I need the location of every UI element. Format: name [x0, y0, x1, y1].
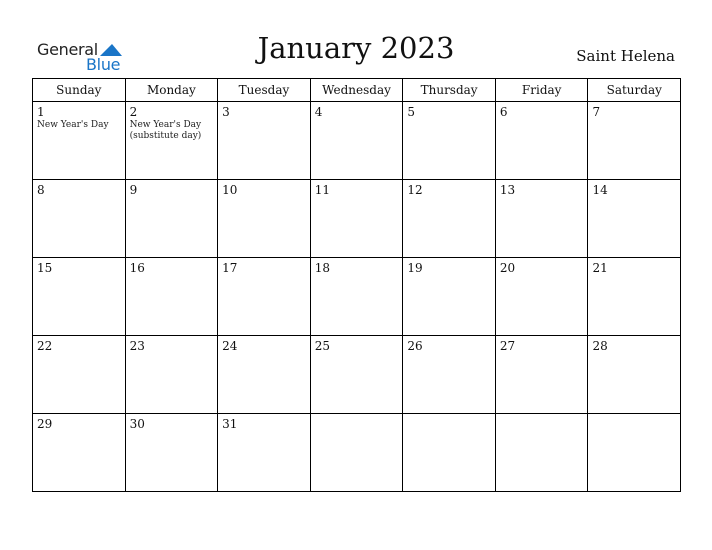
day-cell	[218, 258, 311, 336]
day-cell	[311, 258, 404, 336]
day-cell	[218, 414, 311, 492]
day-number: 12	[407, 183, 423, 197]
day-number: 10	[222, 183, 238, 197]
day-cell	[311, 102, 404, 180]
day-number: 7	[592, 105, 601, 119]
day-number: 27	[499, 339, 516, 353]
day-number: 19	[407, 261, 423, 275]
day-number: 1	[37, 105, 45, 119]
day-cell	[126, 258, 219, 336]
day-number: 8	[37, 183, 45, 197]
region-label: Saint Helena	[576, 47, 675, 65]
day-number: 21	[592, 261, 608, 275]
day-cell	[496, 258, 589, 336]
calendar-title: January 2023	[257, 31, 455, 65]
day-number: 23	[129, 339, 145, 353]
day-number: 20	[499, 261, 516, 275]
day-cell	[33, 336, 126, 414]
week-row	[33, 180, 681, 258]
day-cell	[33, 102, 126, 180]
day-cell	[588, 258, 681, 336]
week-row	[33, 258, 681, 336]
weekday-header: Friday	[496, 79, 589, 102]
weekday-header-row	[33, 79, 681, 102]
day-number: 9	[129, 183, 138, 197]
day-number: 3	[222, 105, 230, 119]
day-cell	[403, 180, 496, 258]
day-number: 24	[222, 339, 238, 353]
weekday-header: Wednesday	[311, 79, 404, 102]
week-row	[33, 336, 681, 414]
day-cell	[218, 336, 311, 414]
weekday-header: Saturday	[588, 79, 681, 102]
day-number: 31	[222, 417, 238, 431]
day-cell	[33, 258, 126, 336]
day-number: 28	[592, 339, 608, 353]
day-cell	[126, 102, 219, 180]
day-cell	[126, 414, 219, 492]
day-number: 25	[314, 339, 331, 353]
weekday-header: Sunday	[33, 79, 126, 102]
day-cell	[588, 102, 681, 180]
day-number: 29	[37, 417, 53, 431]
day-cell	[496, 180, 589, 258]
day-cell	[126, 336, 219, 414]
holiday-label: New Year's Day	[37, 120, 109, 130]
day-cell	[311, 336, 404, 414]
weekday-header: Tuesday	[218, 79, 311, 102]
day-number: 2	[129, 105, 138, 119]
day-number: 18	[314, 261, 331, 275]
day-number: 16	[129, 261, 145, 275]
day-cell	[33, 414, 126, 492]
day-number: 30	[129, 417, 145, 431]
day-number: 22	[37, 339, 53, 353]
logo-text-general: General	[37, 40, 98, 59]
day-number: 14	[592, 183, 608, 197]
day-number: 15	[37, 261, 53, 275]
day-number: 13	[499, 183, 516, 197]
day-cell	[403, 102, 496, 180]
day-cell	[403, 414, 496, 492]
day-cell	[588, 414, 681, 492]
day-cell	[496, 102, 589, 180]
day-cell	[588, 180, 681, 258]
calendar-weeks	[33, 102, 681, 492]
day-cell	[496, 336, 589, 414]
day-cell	[126, 180, 219, 258]
day-number: 17	[222, 261, 238, 275]
week-row	[33, 414, 681, 492]
holiday-label: New Year's Day (substitute day)	[129, 120, 202, 141]
day-cell	[33, 180, 126, 258]
day-cell	[403, 258, 496, 336]
day-cell	[311, 414, 404, 492]
day-number: 4	[314, 105, 323, 119]
week-row	[33, 102, 681, 180]
logo-text-blue: Blue	[86, 55, 121, 74]
day-cell	[496, 414, 589, 492]
day-cell	[218, 180, 311, 258]
calendar-grid	[32, 78, 681, 492]
day-cell	[588, 336, 681, 414]
weekday-header: Monday	[126, 79, 219, 102]
day-cell	[311, 180, 404, 258]
day-number: 6	[499, 105, 508, 119]
day-cell	[403, 336, 496, 414]
day-number: 11	[314, 183, 331, 197]
day-number: 26	[407, 339, 423, 353]
day-number: 5	[407, 105, 415, 119]
weekday-header: Thursday	[403, 79, 496, 102]
day-cell	[218, 102, 311, 180]
